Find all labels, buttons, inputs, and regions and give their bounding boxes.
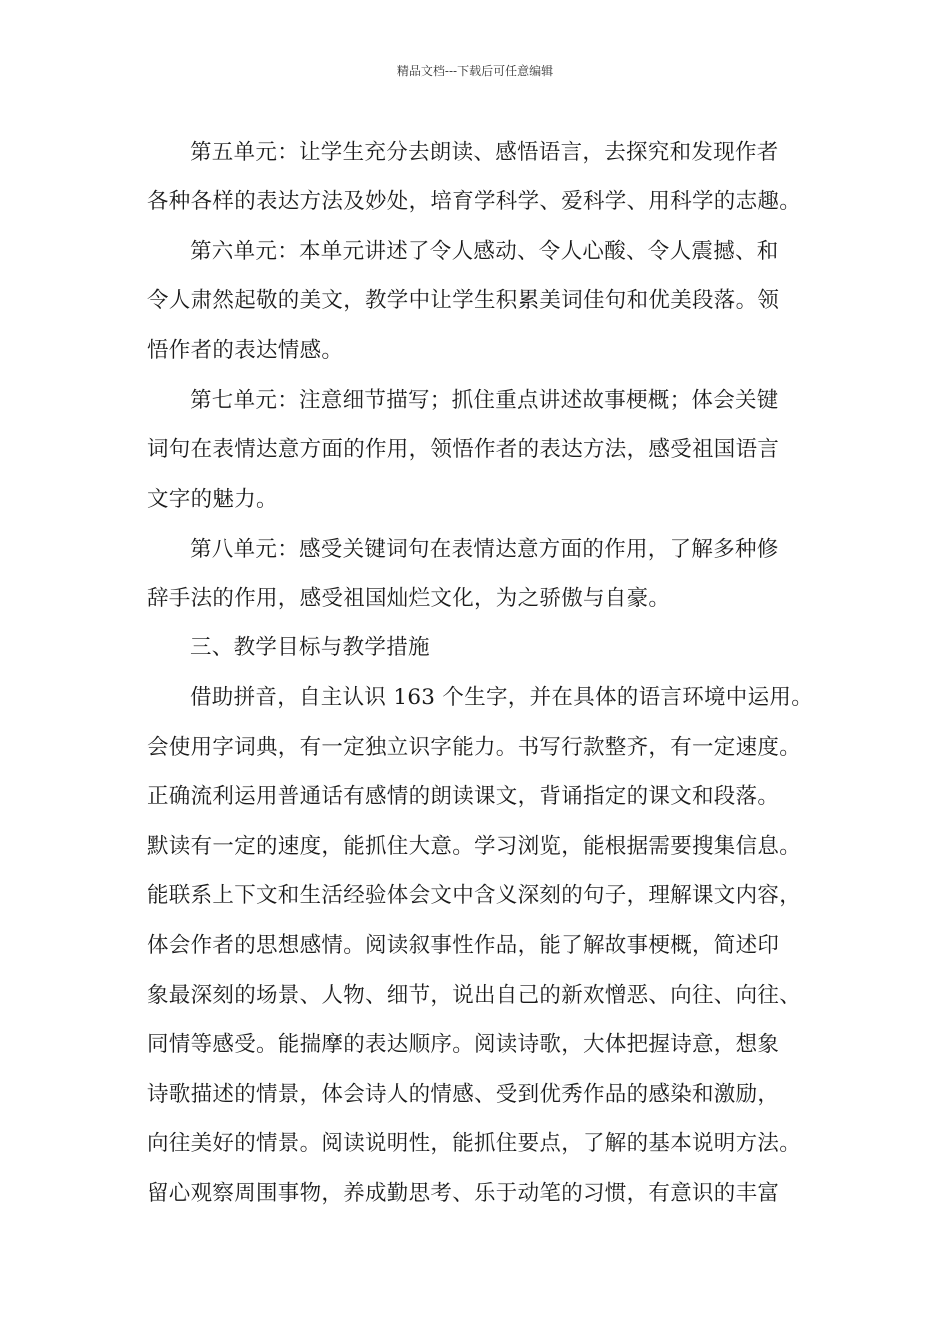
text-line: 留心观察周围事物，养成勤思考、乐于动笔的习惯，有意识的丰富 xyxy=(147,1181,780,1206)
section-heading: 三、教学目标与教学措施 xyxy=(190,635,430,660)
text-line: 借助拼音，自主认识 163 个生字，并在具体的语言环境中运用。 xyxy=(190,685,814,710)
text-line: 第八单元：感受关键词句在表情达意方面的作用，了解多种修 xyxy=(190,537,779,562)
text-line: 令人肃然起敬的美文，教学中让学生积累美词佳句和优美段落。领 xyxy=(147,288,780,313)
text-line: 悟作者的表达情感。 xyxy=(147,338,344,363)
text-line: 向往美好的情景。阅读说明性，能抓住要点，了解的基本说明方法。 xyxy=(147,1131,802,1156)
text-line: 第六单元：本单元讲述了令人感动、令人心酸、令人震撼、和 xyxy=(190,239,779,264)
text-line: 正确流利运用普通话有感情的朗读课文，背诵指定的课文和段落。 xyxy=(147,784,780,809)
page-header: 精品文档---下载后可任意编辑 xyxy=(396,64,554,78)
text-line: 词句在表情达意方面的作用，领悟作者的表达方法，感受祖国语言 xyxy=(147,437,780,462)
text-line: 体会作者的思想感情。阅读叙事性作品，能了解故事梗概，简述印 xyxy=(147,933,780,958)
text-line: 第五单元：让学生充分去朗读、感悟语言，去探究和发现作者 xyxy=(190,140,779,165)
text-line: 第七单元：注意细节描写；抓住重点讲述故事梗概；体会关键 xyxy=(190,388,779,413)
text-line: 同情等感受。能揣摩的表达顺序。阅读诗歌，大体把握诗意，想象 xyxy=(147,1032,780,1057)
text-line: 各种各样的表达方法及妙处，培育学科学、爱科学、用科学的志趣。 xyxy=(147,189,802,214)
text-line: 会使用字词典，有一定独立识字能力。书写行款整齐，有一定速度。 xyxy=(147,735,802,760)
text-line: 诗歌描述的情景，体会诗人的情感、受到优秀作品的感染和激励， xyxy=(147,1082,780,1107)
text-line: 能联系上下文和生活经验体会文中含义深刻的句子，理解课文内容， xyxy=(147,883,802,908)
text-line: 辞手法的作用，感受祖国灿烂文化，为之骄傲与自豪。 xyxy=(147,586,671,611)
text-line: 象最深刻的场景、人物、细节，说出自己的新欢憎恶、向往、向往、 xyxy=(147,983,802,1008)
text-line: 默读有一定的速度，能抓住大意。学习浏览，能根据需要搜集信息。 xyxy=(147,834,802,859)
text-line: 文字的魅力。 xyxy=(147,487,278,512)
